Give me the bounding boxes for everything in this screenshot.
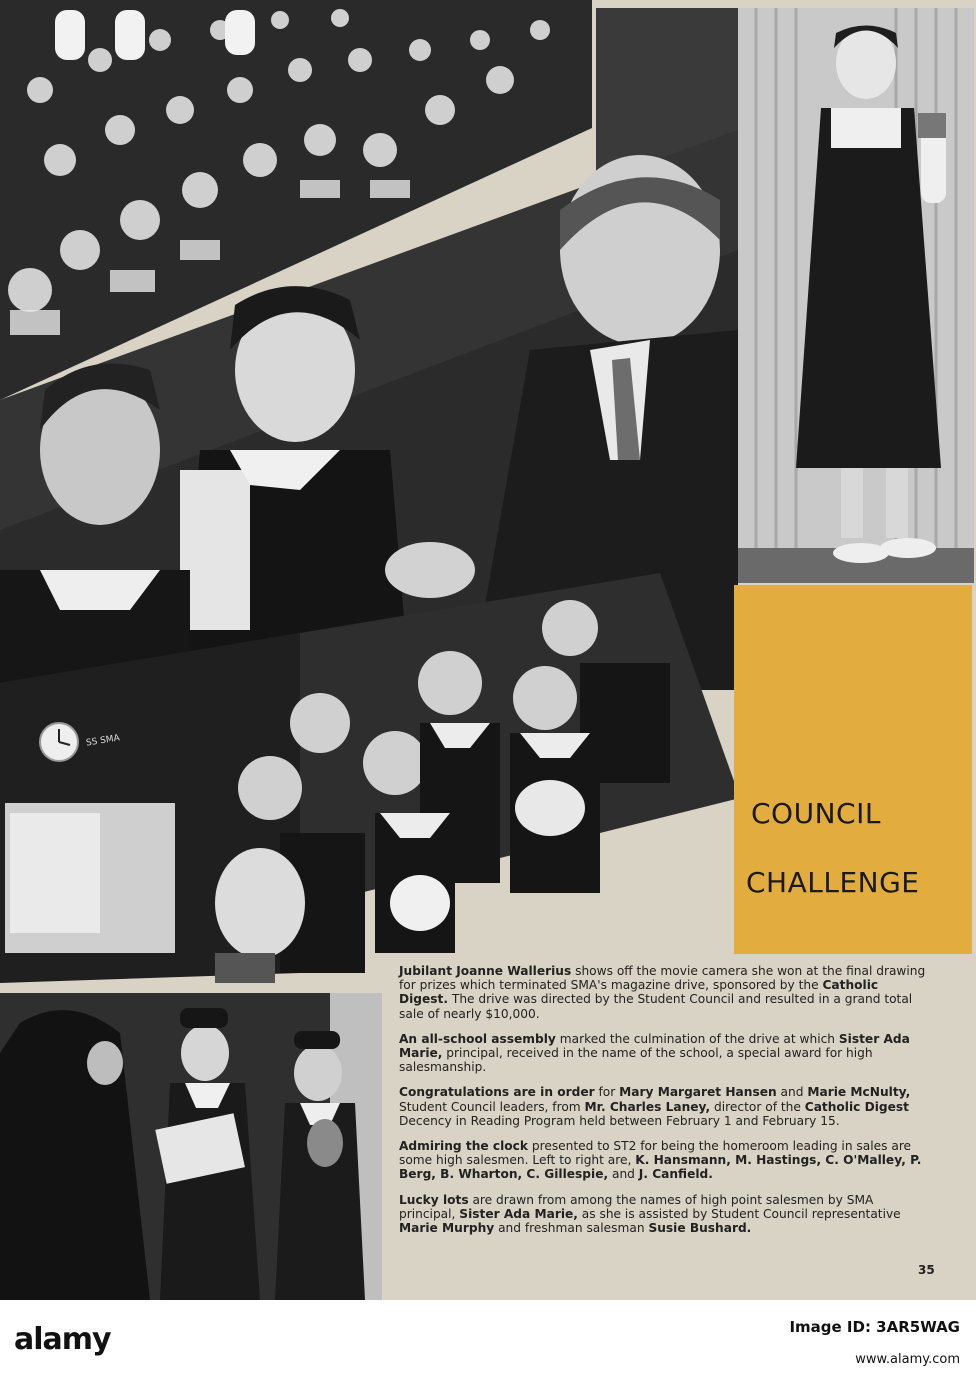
title-council: COUNCIL <box>751 797 881 830</box>
caption-camera: Jubilant Joanne Wallerius shows off the movie camera she won at the final drawing for prizes which terminated SMA's magazine drive, sponsored by the Catholic Digest. The drive was directed by the Student Council and resulted in a grand total sale of nearly $10,000. <box>399 964 926 1021</box>
caption-assembly: An all-school assembly marked the culmination of the drive at which Sister Ada Marie, principal, received in the name of the school, a special award for high salesmanship. <box>399 1031 910 1075</box>
clock-photo <box>0 573 740 993</box>
stock-logo: alamy <box>14 1322 111 1357</box>
caption-block <box>399 964 929 1246</box>
stock-url: www.alamy.com <box>855 1352 960 1367</box>
stock-image-id: Image ID: 3AR5WAG <box>789 1318 960 1336</box>
title-challenge: CHALLENGE <box>746 866 920 899</box>
caption-handshake: Congratulations are in order for Mary Margaret Hansen and Marie McNulty, Student Council leaders, from Mr. Charles Laney, director of the Catholic Digest Decency in Reading Program held between February 1 and February 15. <box>399 1085 911 1128</box>
lucky-lots-photo <box>0 993 382 1300</box>
caption-clock: Admiring the clock presented to ST2 for being the homeroom leading in sales are some high salesmen. Left to right are, K. Hansmann, M. Hastings, C. O'Malley, P. Berg, B. Wharton, C. Gillespie, and J. Canfield. <box>399 1139 922 1182</box>
page-number: 35 <box>918 1263 935 1277</box>
clock-sign-label: SS SMA <box>85 733 121 749</box>
stock-info <box>789 1318 960 1367</box>
caption-lucky-lots: Lucky lots are drawn from among the names of high point salesmen by SMA principal, Sister Ada Marie, as she is assisted by Student Council representative Marie Murphy and freshman salesman Susie Bushard. <box>399 1192 901 1236</box>
